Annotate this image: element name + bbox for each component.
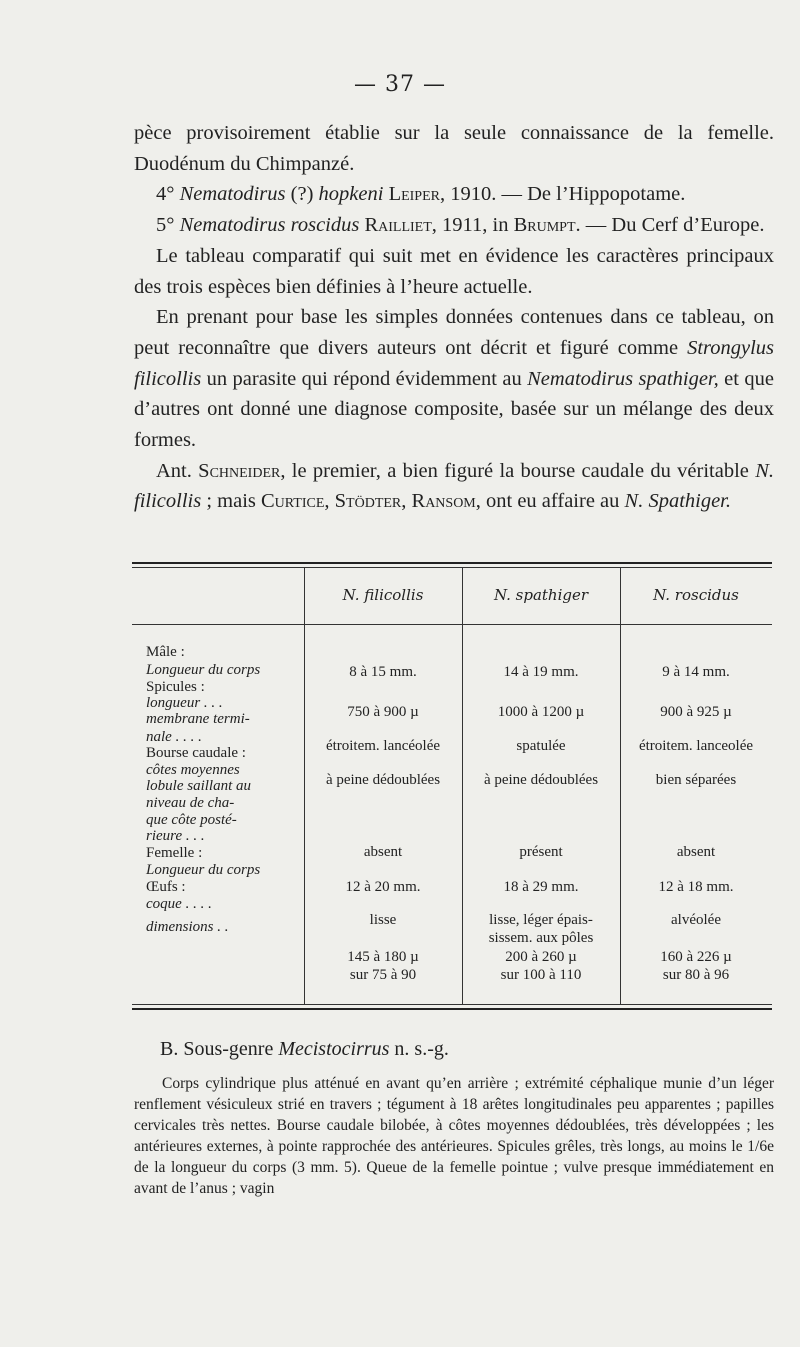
row-label: niveau de cha- [146, 795, 235, 811]
table-rule [132, 624, 772, 625]
table-cell: présent [519, 844, 563, 860]
author-name: Leiper [388, 183, 440, 206]
row-label: Œufs : [146, 879, 186, 895]
table-cell: à peine dédoublées [483, 772, 599, 788]
paragraph [134, 456, 774, 517]
italic-text: Strongylus filicollis [134, 336, 774, 390]
table-cell: étroitem. lanceolée [638, 738, 754, 754]
text-run: 4° [156, 183, 180, 206]
table-cell: 750 à 900 µ [347, 704, 419, 720]
table-cell: sissem. aux pôles [488, 930, 594, 946]
genus-name: Mecistocirrus [278, 1038, 390, 1060]
row-label: coque . . . . [146, 896, 212, 912]
text-run: , 1910. — De l’Hippopotame. [439, 183, 686, 206]
body-text [134, 118, 774, 517]
table-cell: 1000 à 1200 µ [497, 704, 585, 720]
italic-text: N. Spathiger. [624, 490, 732, 513]
table-cell: 900 à 925 µ [660, 704, 732, 720]
text-run: un parasite qui répond évidemment au [201, 367, 528, 390]
table-cell: sur 100 à 110 [500, 967, 582, 983]
table-cell: absent [363, 844, 403, 860]
table-cell: 14 à 19 mm. [503, 664, 579, 680]
italic-text: hopkeni [318, 183, 384, 206]
row-label: Femelle : [146, 845, 203, 861]
column-header-roscidus: N. roscidus [653, 586, 739, 604]
table-cell: spatulée [516, 738, 566, 754]
paragraph [134, 302, 774, 456]
author-name: Brumpt [513, 214, 576, 237]
row-label: que côte posté- [146, 812, 237, 828]
paragraph [134, 241, 774, 302]
paragraph [134, 179, 774, 210]
table-cell: étroitem. lancéolée [325, 738, 441, 754]
table-cell: absent [676, 844, 716, 860]
table-cell: bien séparées [655, 772, 737, 788]
page-number: — 37 — [354, 72, 446, 97]
row-label: longueur . . . [146, 695, 223, 711]
table-cell: alvéolée [671, 912, 721, 928]
author-name: Stödter [334, 490, 402, 513]
author-name: Schneider [198, 459, 281, 482]
table-cell: 200 à 260 µ [505, 949, 577, 965]
row-label: Mâle : [146, 644, 185, 660]
text-run: , ont eu affaire au [475, 490, 625, 513]
table-cell: 12 à 20 mm. [345, 879, 421, 895]
table-cell: 12 à 18 mm. [658, 879, 734, 895]
table-cell: 18 à 29 mm. [503, 879, 579, 895]
table-cell: à peine dédoublées [325, 772, 441, 788]
text-run: En prenant pour base les simples données contenues dans ce tableau, on peut reconnaître que divers auteurs ont décrit et figuré comme [134, 306, 774, 359]
row-label: Longueur du corps [146, 662, 261, 678]
row-label: côtes moyennes [146, 762, 240, 778]
text-run: pèce provisoirement établie sur la seule connaissance de la femelle. Duodénum du Chimpanzé. [134, 122, 774, 175]
text-run: , [401, 490, 412, 513]
text-run: Le tableau comparatif qui suit met en évidence les caractères principaux des trois espèces bien définies à l’heure actuelle. [134, 244, 774, 298]
text-run: , le premier, a bien figuré la bourse caudale du véritable [280, 459, 756, 482]
row-label: nale . . . . [146, 729, 202, 745]
author-name: Ransom [411, 490, 476, 513]
table-rule [132, 1004, 772, 1005]
row-label: membrane termi- [146, 711, 250, 727]
italic-text: Nematodirus roscidus [179, 214, 360, 237]
table-cell: lisse [369, 912, 397, 928]
italic-text: Nematodirus [179, 183, 286, 206]
author-name: Curtice [261, 490, 325, 513]
row-label: lobule saillant au [146, 778, 251, 794]
table-rule [132, 1008, 772, 1010]
table-cell: 9 à 14 mm. [662, 664, 730, 680]
comparison-table [132, 562, 772, 1014]
row-label: Bourse caudale : [146, 745, 246, 761]
column-header-filicollis: N. filicollis [342, 586, 424, 604]
table-cell: 8 à 15 mm. [349, 664, 417, 680]
author-name: Railliet [364, 214, 432, 237]
text-run: , [324, 490, 335, 513]
italic-text: N. filicollis [134, 459, 774, 513]
row-label: dimensions . . [146, 919, 229, 935]
table-cell: 145 à 180 µ [347, 949, 419, 965]
text-run: . — Du Cerf d’Europe. [575, 214, 765, 237]
text-run: 5° [156, 214, 180, 237]
row-label: rieure . . . [146, 828, 205, 844]
row-label: Longueur du corps [146, 862, 261, 878]
text-run: (?) [285, 183, 319, 206]
section-prefix: B. Sous-genre [160, 1038, 279, 1060]
text-run: Ant. [156, 459, 199, 482]
table-rule [132, 567, 772, 568]
text-run: , 1911, in [431, 214, 514, 237]
section-heading [160, 1038, 449, 1061]
paragraph [134, 118, 774, 179]
table-cell: sur 75 à 90 [349, 967, 417, 983]
text-run: et que d’autres ont donné une diagnose composite, basée sur un mélange des deux formes. [134, 367, 774, 452]
table-cell: 160 à 226 µ [660, 949, 732, 965]
section-suffix: n. s.-g. [389, 1038, 449, 1060]
italic-text: Nematodirus spathiger, [527, 367, 719, 390]
table-cell: sur 80 à 96 [662, 967, 730, 983]
row-label: Spicules : [146, 679, 205, 695]
table-rule [132, 562, 772, 564]
description-paragraph: Corps cylindrique plus atténué en avant qu’en arrière ; extrémité céphalique munie d’un léger renflement vésiculeux strié en travers ; tégument à 18 arêtes longitudinales peu apparentes ; papilles cervicales très nettes. Bourse caudale bilobée, à côtes moyennes dédoublées, très développées ; les antérieures externes, à pointe rapprochée des antérieures. Spicules grêles, très longs, au moins le 1/6e de la longueur du corps (3 mm. 5). Queue de la femelle pointue ; vulve presque immédiatement en avant de l’anus ; vagin [134, 1075, 774, 1198]
column-header-spathiger: N. spathiger [493, 586, 589, 604]
paragraph [134, 210, 774, 241]
table-cell: lisse, léger épais- [489, 912, 593, 928]
genus-description [134, 1073, 774, 1200]
text-run: ; mais [201, 490, 261, 513]
